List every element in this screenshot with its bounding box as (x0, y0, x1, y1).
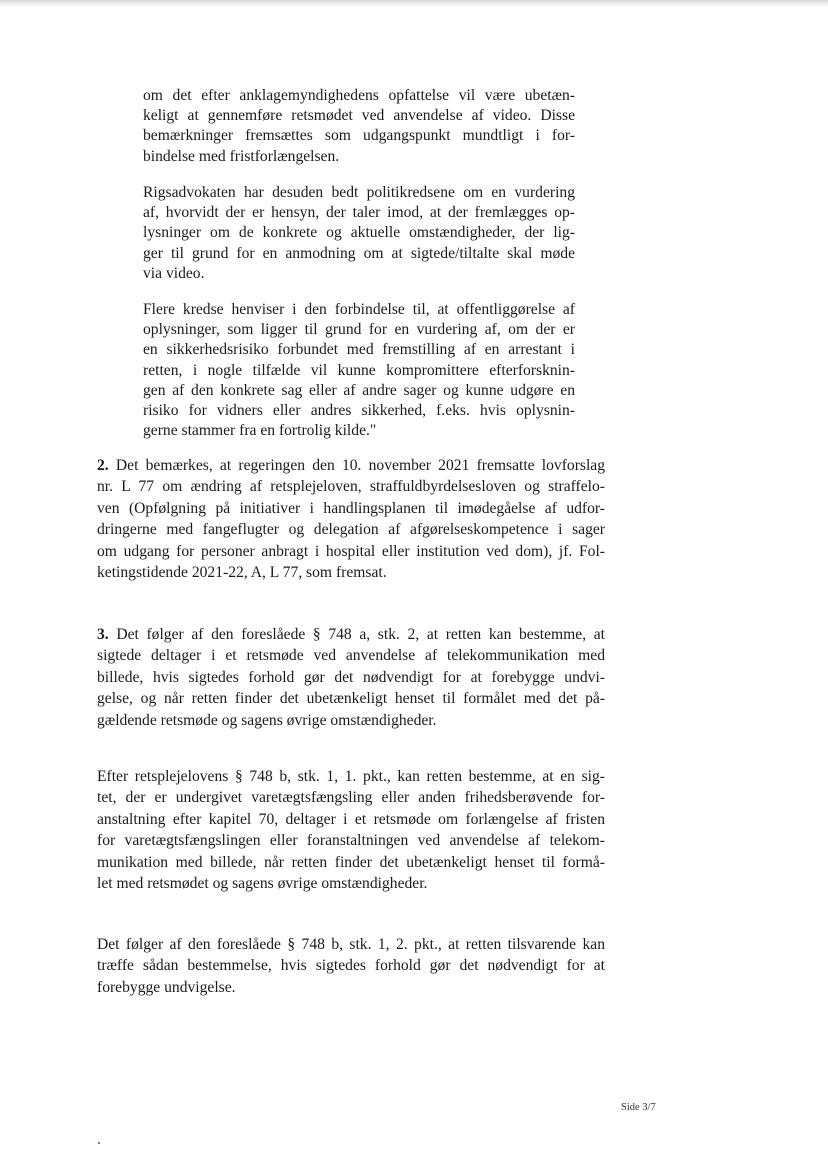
text-line: ketingstidende 2021-22, A, L 77, som fremsat. (97, 564, 387, 582)
text-line: for varetægtsfængslingen eller foranstaltningen ved anvendelse af telekom- (97, 832, 605, 850)
text-line: Det følger af den foreslåede § 748 b, stk. 1, 2. pkt., at retten tilsvarende kan (97, 936, 605, 953)
text-line: risiko for vidners eller andres sikkerhed, f.eks. hvis oplysnin- (143, 402, 575, 420)
text-line: munikation med billede, når retten finder det ubetænkeligt henset til formå- (97, 853, 605, 871)
text-line: om udgang for personer anbragt i hospital eller institution ved dom), jf. Fol- (97, 542, 605, 560)
text-line: dringerne med fangeflugter og delegation af afgørelseskompetence i sager (97, 521, 605, 539)
text-line: nr. L 77 om ændring af retsplejeloven, straffuldbyrdelsesloven og straffelo- (97, 478, 605, 496)
text-line: Det bemærkes, at regeringen den 10. november 2021 fremsatte lovforslag (115, 457, 606, 474)
text-line: af, hvorvidt der er hensyn, der taler imod, at der fremlægges op- (143, 204, 575, 222)
text-line: Rigsadvokaten har desuden bedt politikredsene om en vurdering (143, 184, 575, 201)
text-line: bindelse med fristforlængelsen. (143, 147, 340, 165)
body-paragraph-2 (97, 934, 605, 998)
quote-paragraph-2 (143, 183, 575, 284)
text-line: ger til grund for en anmodning om at sigtede/tiltalte skal møde (143, 244, 575, 262)
text-line: om det efter anklagemyndighedens opfattelse vil være ubetæn- (143, 87, 575, 104)
text-line: Det følger af den foreslåede § 748 a, stk. 2, at retten kan bestemme, at (116, 626, 605, 643)
section-3 (97, 624, 605, 731)
section-2 (97, 455, 605, 583)
quote-paragraph-3 (143, 300, 575, 441)
text-line: gelse, og når retten finder det ubetænkeligt henset til formålet med det på- (97, 690, 605, 708)
scan-speck (98, 1142, 100, 1144)
body-paragraph-1 (97, 766, 605, 894)
text-line: retten, i nogle tilfælde vil kunne kompromittere efterforsknin- (143, 361, 575, 379)
text-line: billede, hvis sigtedes forhold gør det nødvendigt for at forebygge undvi- (97, 668, 605, 686)
text-line: bemærkninger fremsættes som udgangspunkt mundtligt i for- (143, 127, 575, 145)
scan-top-edge (0, 0, 828, 7)
text-line: gen af den konkrete sag eller af andre sager og kunne udgøre en (143, 381, 575, 399)
text-line: sigtede deltager i et retsmøde ved anvendelse af telekommunikation med (97, 647, 605, 665)
text-line: oplysninger, som ligger til grund for en vurdering af, om der er (143, 321, 575, 339)
text-line: gerne stammer fra en fortrolig kilde." (143, 422, 377, 440)
text-line: Flere kredse henviser i den forbindelse til, at offentliggørelse af (143, 301, 575, 318)
section-number: 2. (97, 457, 109, 474)
text-line: ven (Opfølgning på initiativer i handlingsplanen til imødegåelse af udfor- (97, 499, 605, 517)
text-line: via video. (143, 264, 205, 282)
quote-paragraph-1 (143, 86, 575, 167)
text-line: lysninger om de konkrete og aktuelle omstændigheder, der lig- (143, 224, 575, 242)
text-line: en sikkerhedsrisiko forbundet med fremstilling af en arrestant i (143, 341, 575, 359)
text-line: tet, der er undergivet varetægtsfængsling eller anden frihedsberøvende for- (97, 789, 605, 807)
text-line: let med retsmødet og sagens øvrige omstændigheder. (97, 875, 428, 893)
text-line: keligt at gennemføre retsmødet ved anvendelse af video. Disse (143, 107, 575, 125)
page-number: Side 3/7 (621, 1102, 656, 1113)
text-line: forebygge undvigelse. (97, 978, 236, 996)
section-number: 3. (97, 626, 109, 643)
text-line: træffe sådan bestemmelse, hvis sigtedes forhold gør det nødvendigt for at (97, 957, 605, 975)
text-line: Efter retsplejelovens § 748 b, stk. 1, 1. pkt., kan retten bestemme, at en sig- (97, 768, 605, 785)
text-line: anstaltning efter kapitel 70, deltager i et retsmøde om forlængelse af fristen (97, 810, 605, 828)
text-line: gældende retsmøde og sagens øvrige omstændigheder. (97, 711, 437, 729)
